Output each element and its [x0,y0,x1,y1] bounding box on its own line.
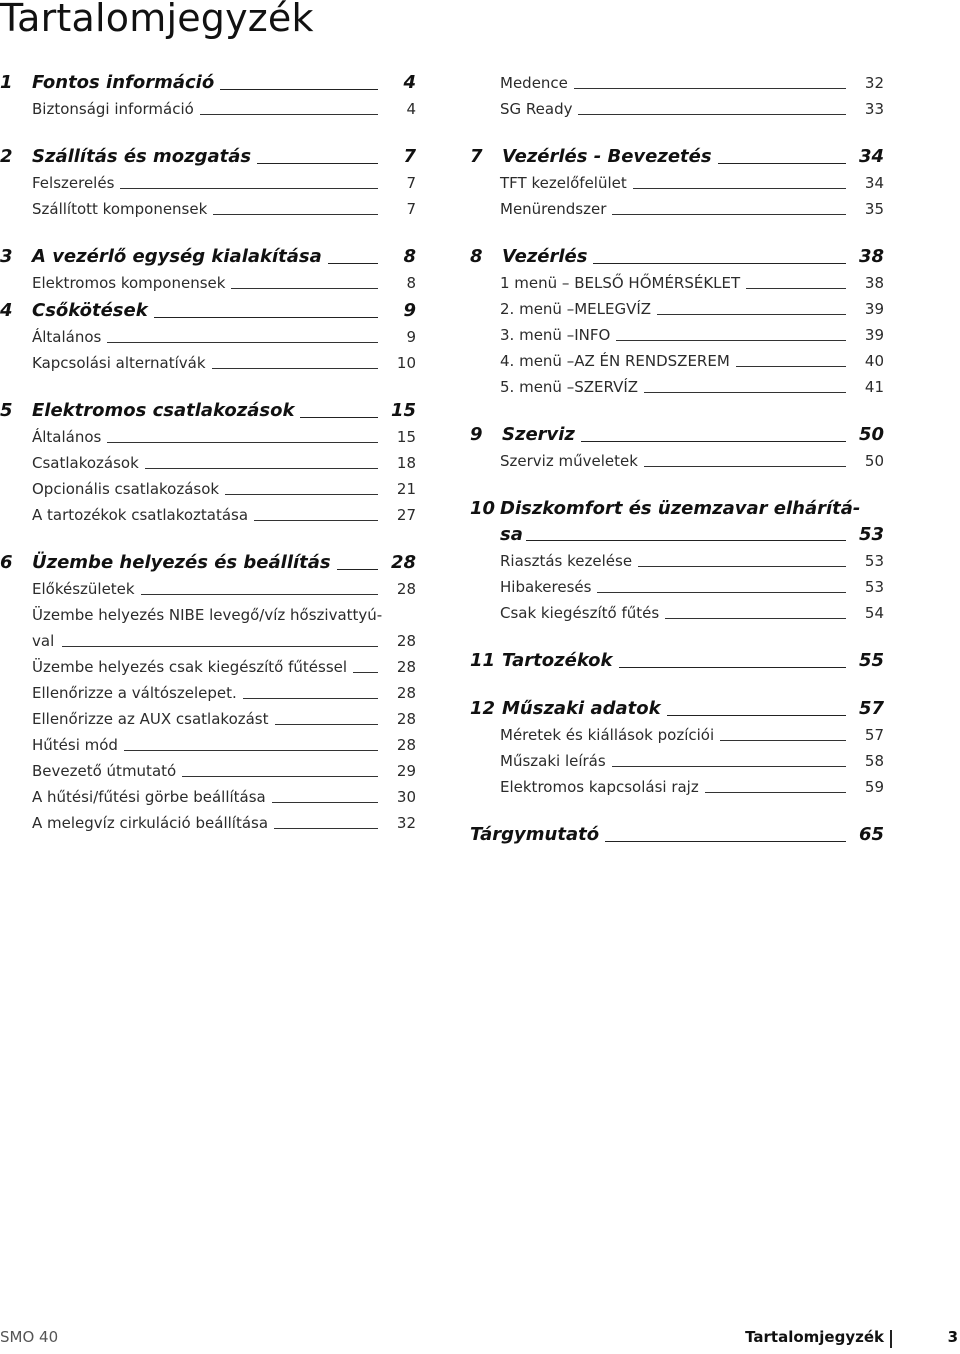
leader-line [644,392,846,393]
leader-line [612,214,846,215]
toc-entry-row[interactable] [470,296,884,322]
section-title-line2: sa [500,524,523,545]
entry-title: Általános [32,328,102,346]
entry-title: Hűtési mód [32,736,118,754]
section-title: Fontos információ [32,72,215,93]
leader-line [154,317,378,318]
leader-line [633,188,846,189]
entry-page-number: 39 [864,326,884,344]
toc-entry-row[interactable] [0,170,416,196]
leader-line [612,766,846,767]
section-page-number: 28 [390,552,416,573]
section-page-number: 50 [858,424,884,445]
entry-page-number: 38 [864,274,884,292]
toc-entry-row[interactable] [470,748,884,774]
entry-title: 5. menü –SZERVÍZ [500,378,639,396]
entry-page-number: 21 [396,480,416,498]
entry-title: Biztonsági információ [32,100,194,118]
entry-page-number: 30 [396,788,416,806]
footer-chapter: Tartalomjegyzék [745,1328,884,1346]
entry-title: Műszaki leírás [500,752,606,770]
entry-title: 4. menü –AZ ÉN RENDSZEREM [500,352,730,370]
section-title: Elektromos csatlakozások [32,400,295,421]
entry-title: Elektromos komponensek [32,274,226,292]
entry-page-number: 28 [396,736,416,754]
section-page-number: 55 [858,650,884,671]
section-title: A vezérlő egység kialakítása [32,246,322,267]
leader-line [300,417,378,418]
entry-title-line2: val [32,632,55,650]
leader-line [257,163,378,164]
entry-title: Méretek és kiállások pozíciói [500,726,715,744]
entry-page-number: 18 [396,454,416,472]
spacer [470,674,884,696]
section-title: Vezérlés [502,246,588,267]
toc-section-row[interactable] [0,298,416,324]
spacer [470,122,884,144]
entry-page-number: 7 [406,174,416,192]
entry-title: Üzembe helyezés csak kiegészítő fűtéssel [32,658,348,676]
toc-section-row[interactable] [0,398,416,424]
section-number: 4 [0,300,13,321]
leader-line [274,828,378,829]
entry-page-number: 34 [864,174,884,192]
entry-title: Általános [32,428,102,446]
section-title: Csőkötések [32,300,148,321]
toc-left-column [0,70,416,836]
toc-entry-row[interactable] [470,774,884,800]
footer-divider [890,1330,892,1348]
toc-entry-row[interactable] [0,706,416,732]
leader-line [243,698,378,699]
toc-right-column [470,70,884,848]
leader-line [220,89,378,90]
entry-title: Kapcsolási alternatívák [32,354,206,372]
leader-line [212,368,378,369]
toc-entry-row[interactable] [0,810,416,836]
page-title: Tartalomjegyzék [0,0,314,40]
entry-page-number: 50 [864,452,884,470]
toc-entry-row[interactable] [0,602,416,654]
leader-line [145,468,378,469]
toc-entry-row[interactable] [0,680,416,706]
section-title-line1: Diszkomfort és üzemzavar elhárítá- [500,498,861,519]
entry-title: Szállított komponensek [32,200,208,218]
leader-line [337,569,378,570]
section-page-number: 34 [858,146,884,167]
section-number: 5 [0,400,13,421]
toc-entry-row[interactable] [0,654,416,680]
leader-line [231,288,378,289]
entry-title: SG Ready [500,100,573,118]
toc-entry-row[interactable] [0,424,416,450]
toc-entry-row[interactable] [0,476,416,502]
entry-page-number: 8 [406,274,416,292]
section-title: Vezérlés - Bevezetés [502,146,712,167]
entry-page-number: 53 [864,552,884,570]
leader-line [107,342,378,343]
entry-title: Csatlakozások [32,454,139,472]
entry-page-number: 40 [864,352,884,370]
footer-product: SMO 40 [0,1328,59,1346]
toc-entry-row[interactable] [470,448,884,474]
toc-section-row[interactable] [470,648,884,674]
toc-entry-row[interactable] [0,196,416,222]
toc-entry-row[interactable] [0,324,416,350]
section-page-number: 53 [858,524,884,545]
toc-entry-row[interactable] [470,96,884,122]
entry-title: Menürendszer [500,200,607,218]
toc-section-row[interactable] [0,550,416,576]
leader-line [62,646,378,647]
entry-page-number: 28 [396,658,416,676]
entry-title: Ellenőrizze az AUX csatlakozást [32,710,269,728]
toc-entry-row[interactable] [470,170,884,196]
leader-line [526,540,846,541]
entry-title-line1: Üzembe helyezés NIBE levegő/víz hőszivattyú- [32,606,383,624]
footer-page-number: 3 [947,1328,958,1346]
leader-line [578,114,846,115]
entry-page-number: 4 [406,100,416,118]
leader-line [605,841,846,842]
entry-title: Csak kiegészítő fűtés [500,604,660,622]
entry-title: Hibakeresés [500,578,592,596]
entry-title: TFT kezelőfelület [500,174,627,192]
spacer [0,222,416,244]
spacer [0,376,416,398]
spacer [470,626,884,648]
toc-entry-row[interactable] [470,374,884,400]
section-number: 8 [470,246,483,267]
entry-title: Elektromos kapcsolási rajz [500,778,699,796]
section-page-number: 65 [858,824,884,845]
leader-line [638,566,846,567]
leader-line [107,442,378,443]
entry-page-number: 9 [406,328,416,346]
toc-entry-row[interactable] [470,70,884,96]
leader-line [657,314,846,315]
entry-page-number: 54 [864,604,884,622]
leader-line [254,520,378,521]
leader-line [182,776,378,777]
entry-page-number: 32 [864,74,884,92]
toc-section-row[interactable] [470,696,884,722]
spacer [470,800,884,822]
toc-section-row[interactable] [470,822,884,848]
toc-entry-row[interactable] [470,548,884,574]
entry-title: A melegvíz cirkuláció beállítása [32,814,269,832]
section-page-number: 8 [403,246,416,267]
entry-title: 2. menü –MELEGVÍZ [500,300,652,318]
toc-entry-row[interactable] [0,502,416,528]
entry-title: Felszerelés [32,174,115,192]
leader-line [736,366,846,367]
toc-entry-row[interactable] [470,270,884,296]
section-title: Szerviz [502,424,575,445]
leader-line [225,494,378,495]
entry-title: Szerviz műveletek [500,452,638,470]
leader-line [275,724,378,725]
section-number: 6 [0,552,13,573]
toc-entry-row[interactable] [0,350,416,376]
entry-title: Bevezető útmutató [32,762,177,780]
section-page-number: 7 [403,146,416,167]
section-page-number: 57 [858,698,884,719]
leader-line [581,441,846,442]
section-number: 3 [0,246,13,267]
entry-page-number: 32 [396,814,416,832]
toc-entry-row[interactable] [0,96,416,122]
toc-section-row[interactable] [470,244,884,270]
leader-line [667,715,846,716]
section-page-number: 38 [858,246,884,267]
toc-section-row[interactable] [470,144,884,170]
entry-page-number: 59 [864,778,884,796]
entry-title: A tartozékok csatlakoztatása [32,506,249,524]
entry-title: Opcionális csatlakozások [32,480,220,498]
toc-entry-row[interactable] [470,196,884,222]
entry-page-number: 58 [864,752,884,770]
entry-page-number: 28 [396,632,416,650]
section-page-number: 4 [403,72,416,93]
spacer [470,222,884,244]
toc-entry-row[interactable] [0,576,416,602]
spacer [470,474,884,496]
entry-page-number: 28 [396,710,416,728]
section-number: 7 [470,146,483,167]
leader-line [746,288,846,289]
leader-line [141,594,378,595]
entry-page-number: 41 [864,378,884,396]
leader-line [718,163,846,164]
section-number: 10 [470,498,496,519]
entry-title: A hűtési/fűtési görbe beállítása [32,788,266,806]
toc-entry-row[interactable] [470,322,884,348]
section-page-number: 15 [390,400,416,421]
section-number: 12 [470,698,496,719]
entry-page-number: 29 [396,762,416,780]
leader-line [272,802,378,803]
leader-line [124,750,378,751]
entry-page-number: 7 [406,200,416,218]
section-title: Üzembe helyezés és beállítás [32,552,331,573]
entry-title: 1 menü – BELSŐ HŐMÉRSÉKLET [500,274,741,292]
leader-line [213,214,378,215]
toc-entry-row[interactable] [0,450,416,476]
toc-entry-row[interactable] [0,270,416,296]
toc-entry-row[interactable] [470,600,884,626]
leader-line [619,667,846,668]
entry-page-number: 28 [396,684,416,702]
leader-line [616,340,846,341]
spacer [0,122,416,144]
toc-section-row[interactable] [0,244,416,270]
entry-page-number: 28 [396,580,416,598]
entry-title: Medence [500,74,568,92]
toc-entry-row[interactable] [0,758,416,784]
leader-line [644,466,846,467]
entry-title: Riasztás kezelése [500,552,633,570]
entry-page-number: 53 [864,578,884,596]
entry-page-number: 33 [864,100,884,118]
leader-line [720,740,846,741]
leader-line [353,672,378,673]
section-number: 11 [470,650,496,671]
leader-line [200,114,378,115]
leader-line [574,88,846,89]
toc-entry-row[interactable] [0,732,416,758]
entry-page-number: 10 [396,354,416,372]
leader-line [705,792,846,793]
leader-line [328,263,378,264]
section-number: 2 [0,146,13,167]
leader-line [593,263,846,264]
entry-page-number: 35 [864,200,884,218]
entry-page-number: 39 [864,300,884,318]
entry-title: 3. menü –INFO [500,326,611,344]
toc-entry-row[interactable] [470,574,884,600]
section-page-number: 9 [403,300,416,321]
leader-line [665,618,846,619]
toc-entry-row[interactable] [470,348,884,374]
leader-line [597,592,846,593]
section-number: 1 [0,72,13,93]
toc-section-row[interactable] [470,422,884,448]
entry-page-number: 57 [864,726,884,744]
toc-section-row[interactable] [0,70,416,96]
entry-page-number: 15 [396,428,416,446]
entry-page-number: 27 [396,506,416,524]
section-title: Tárgymutató [470,824,600,845]
entry-title: Ellenőrizze a váltószelepet. [32,684,237,702]
section-number: 9 [470,424,483,445]
toc-section-row[interactable] [470,496,884,548]
spacer [0,528,416,550]
section-title: Tartozékok [502,650,613,671]
spacer [470,400,884,422]
toc-entry-row[interactable] [470,722,884,748]
toc-section-row[interactable] [0,144,416,170]
leader-line [120,188,378,189]
toc-entry-row[interactable] [0,784,416,810]
section-title: Szállítás és mozgatás [32,146,252,167]
entry-title: Előkészületek [32,580,135,598]
section-title: Műszaki adatok [502,698,661,719]
